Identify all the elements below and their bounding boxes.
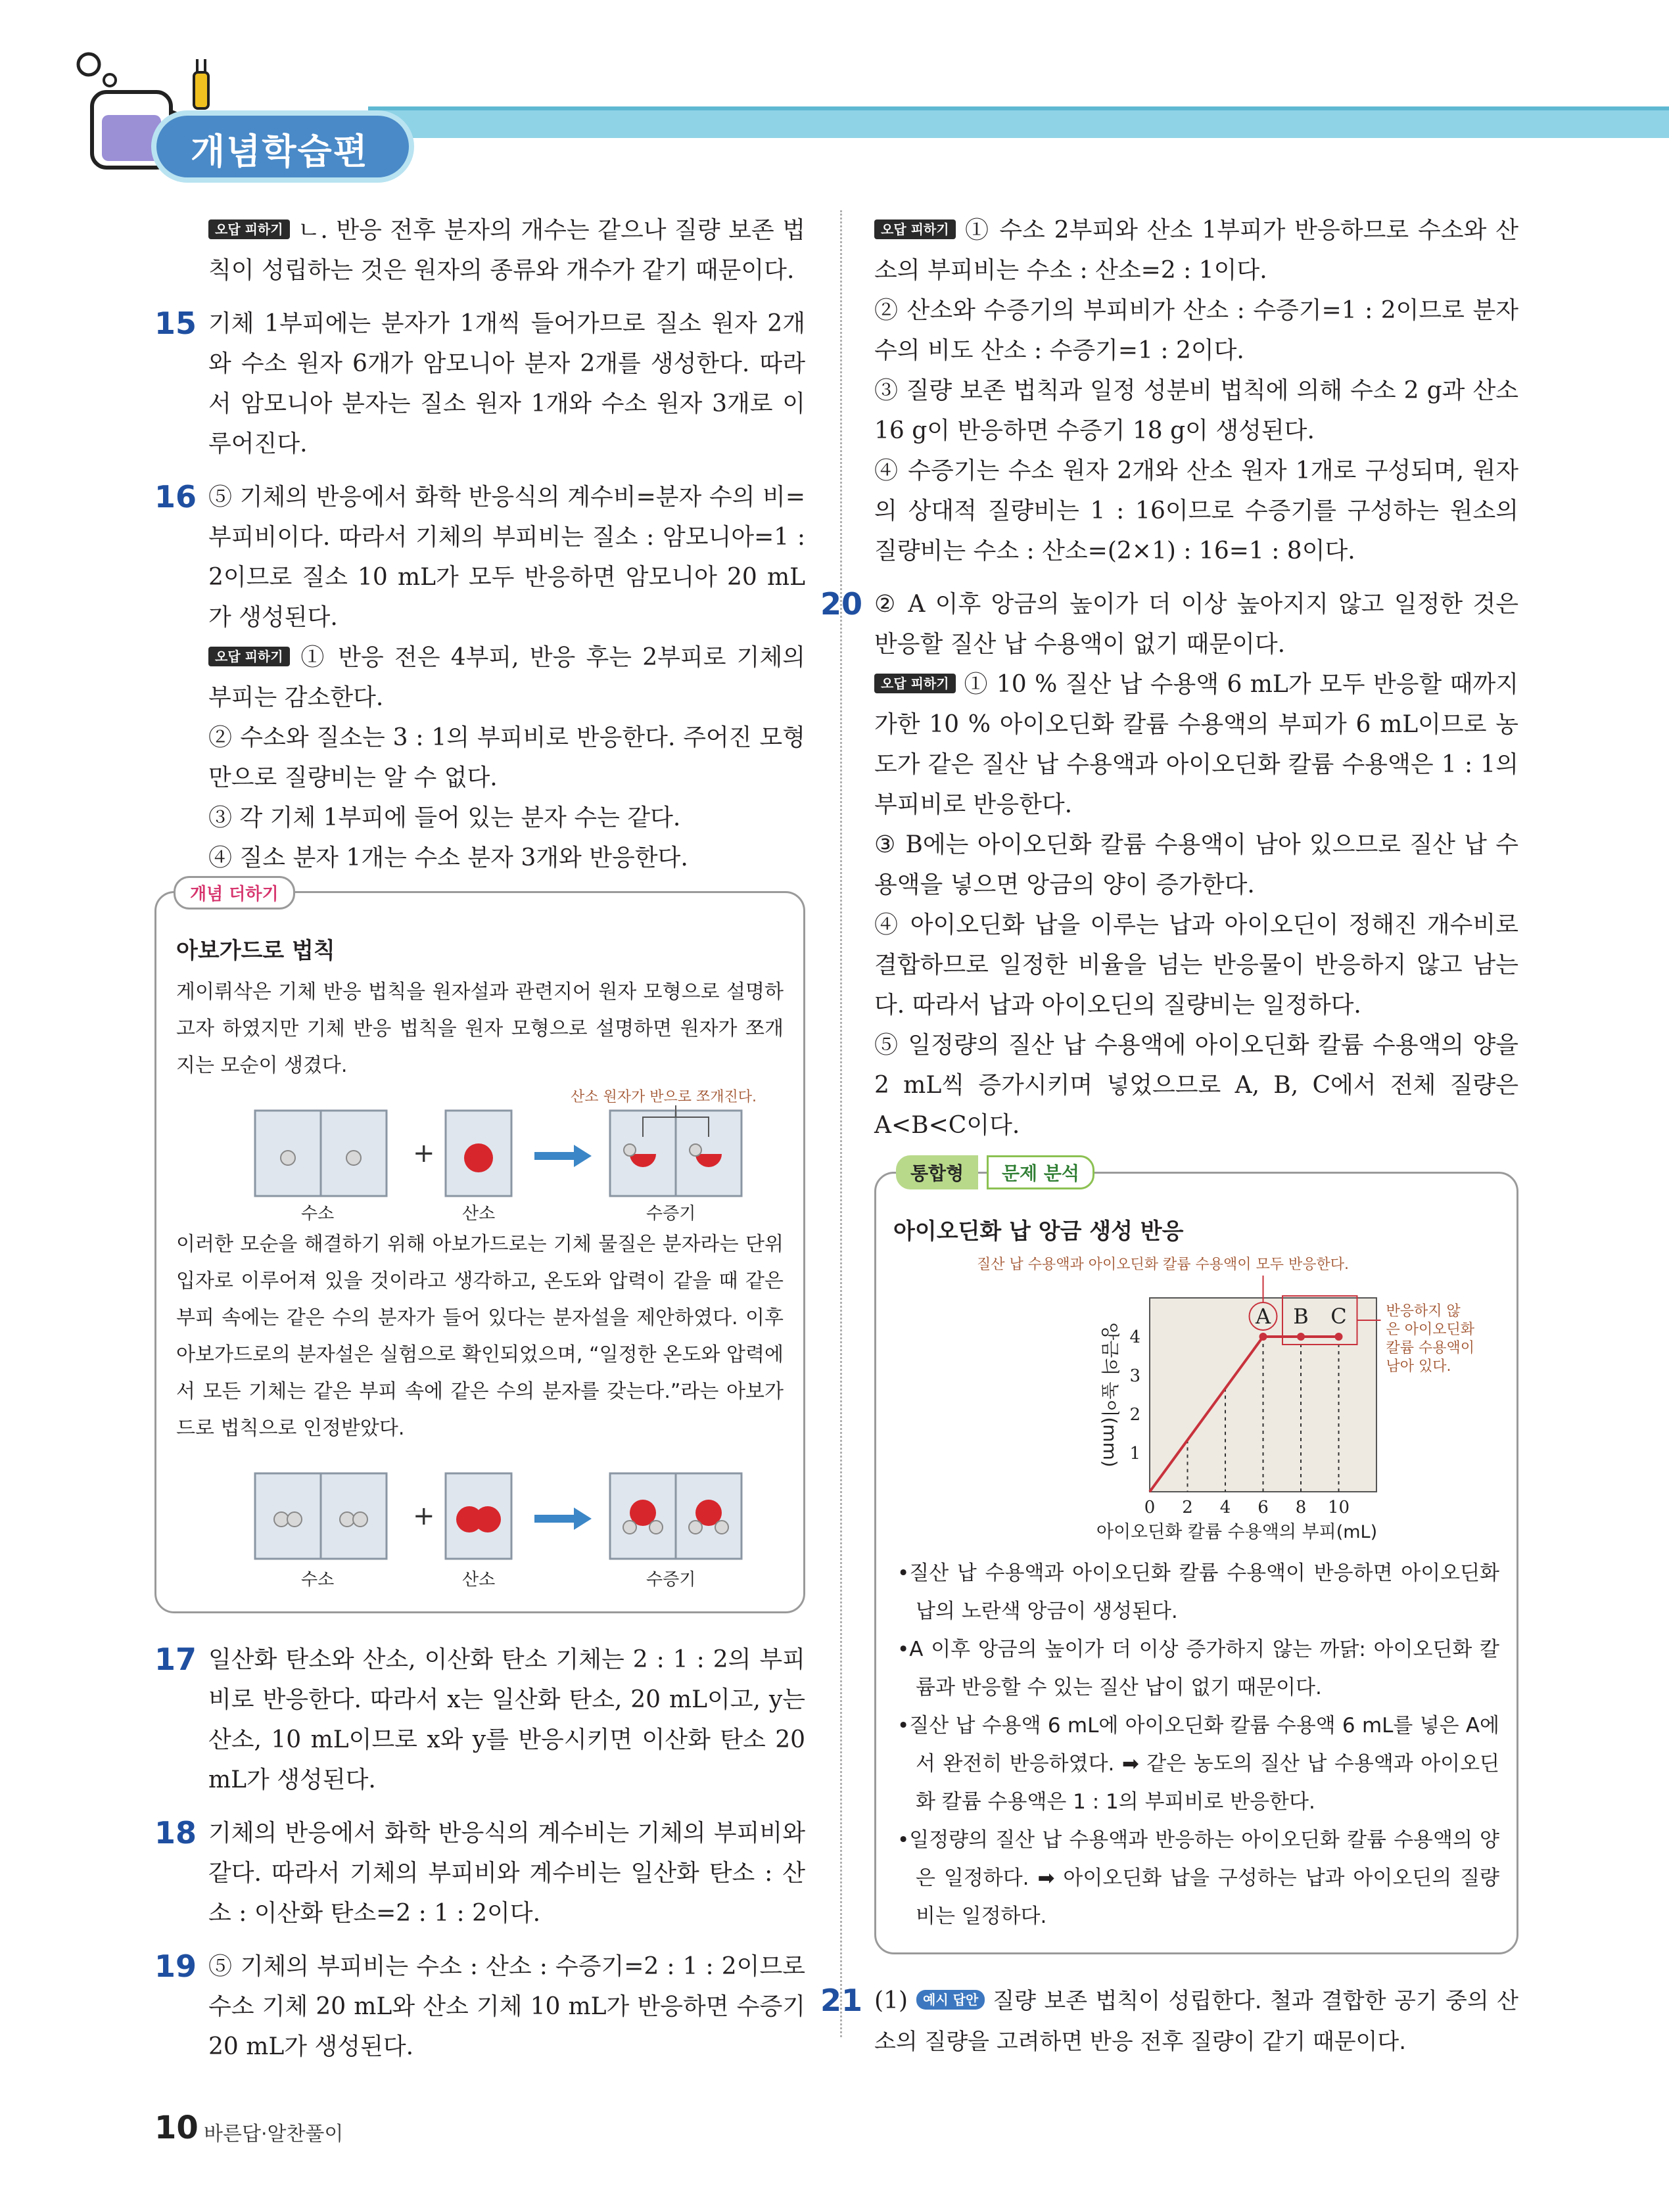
answer-point: ④ 수증기는 수소 원자 2개와 산소 원자 1개로 구성되며, 원자의 상대적 질량비는 1 : 16이므로 수증기를 구성하는 원소의 질량비는 수소 : 산소=(2×1) : 16=1 : 8이다. <box>874 457 1518 565</box>
answer-point: ① 반응 전은 4부피, 반응 후는 2부피로 기체의 부피는 감소한다. <box>208 644 805 711</box>
oxygen-volume-box <box>446 1473 511 1559</box>
answer-point: ③ B에는 아이오딘화 칼륨 수용액이 남아 있으므로 질산 납 수용액을 넣으면 앙금의 양이 증가한다. <box>874 831 1518 898</box>
answer-point: ② 수소와 질소는 3 : 1의 부피비로 반응한다. 주어진 모형만으로 질량비는 알 수 없다. <box>208 724 805 791</box>
question-number: 20 <box>820 586 863 622</box>
y-axis-label <box>1099 1322 1121 1467</box>
answer-19-continued <box>874 210 1518 571</box>
hydrogen-volume-box <box>255 1111 387 1196</box>
concept-box <box>154 885 805 1613</box>
answer-text: ⑤ 기체의 부피비는 수소 : 산소 : 수증기=2 : 1 : 2이므로 수소 기체 20 mL와 산소 기체 10 mL가 반응하면 수증기 20 mL가 생성된다. <box>208 1953 805 2060</box>
x-tick-label: 4 <box>1219 1498 1231 1517</box>
analysis-title: 아이오딘화 납 앙금 생성 반응 <box>893 1218 1184 1245</box>
problem-analysis-box <box>874 1163 1518 1954</box>
footer-label: 바른답·알찬풀이 <box>204 2123 344 2146</box>
label-hydrogen: 수소 <box>301 1204 335 1222</box>
analysis-bullet-1: •질산 납 수용액과 아이오딘화 칼륨 수용액이 반응하면 아이오딘화 납의 노란색 앙금이 생성된다. <box>897 1561 1499 1623</box>
point-label: B <box>1293 1304 1309 1329</box>
y-tick-label: 4 <box>1129 1327 1140 1347</box>
question-number: 15 <box>154 306 197 341</box>
sub-question-number: (1) <box>874 1987 908 2014</box>
x-tick-label: 2 <box>1182 1498 1193 1517</box>
label-oxygen: 산소 <box>462 1570 496 1590</box>
y-tick-label: 3 <box>1129 1366 1140 1386</box>
data-point <box>1259 1333 1267 1341</box>
x-tick-label: 8 <box>1295 1498 1307 1517</box>
left-column <box>154 210 805 2080</box>
plus-sign: + <box>413 1501 435 1531</box>
page-number: 10 <box>154 2109 199 2146</box>
header-band <box>368 106 1669 138</box>
hydrogen-volume-box <box>255 1473 387 1559</box>
water-volume-box <box>610 1105 741 1196</box>
label-oxygen: 산소 <box>462 1204 496 1222</box>
answer-text: ⑤ 기체의 반응에서 화학 반응식의 계수비=분자 수의 비=부피비이다. 따라서 기체의 부피비는 질소 : 암모니아=1 : 2이므로 질소 10 mL가 모두 반응하면 암모니아 20 mL가 생성된다. <box>208 484 805 631</box>
answer-text: 일산화 탄소와 산소, 이산화 탄소 기체는 2 : 1 : 2의 부피비로 반응한다. 따라서 x는 일산화 탄소, 20 mL이고, y는 산소, 10 mL이므로 x와 y를 반응시키면 이산화 탄소 20 mL가 생성된다. <box>208 1646 805 1793</box>
question-number: 16 <box>154 479 197 515</box>
answer-point: ④ 아이오딘화 납을 이루는 납과 아이오딘이 정해진 개수비로 결합하므로 일정한 비율을 넘는 반응물이 반응하지 않고 남는다. 따라서 납과 아이오딘의 질량비는 일정하다. <box>874 911 1518 1019</box>
answer-20 <box>820 584 1518 1145</box>
sample-answer-tag: 예시 답안 <box>916 1990 985 2010</box>
side-note-line: 은 아이오딘화 <box>1386 1322 1475 1338</box>
answer-text: 질량 보존 법칙이 성립한다. 철과 결합한 공기 중의 산소의 질량을 고려하면 반응 전후 질량이 같기 때문이다. <box>874 1988 1518 2055</box>
answer-point: ② 산소와 수증기의 부피비가 산소 : 수증기=1 : 2이므로 분자 수의 비도 산소 : 수증기=1 : 2이다. <box>874 297 1518 364</box>
label-water: 수증기 <box>646 1570 696 1590</box>
answer-15 <box>154 304 805 464</box>
concept-text-2: 이러한 모순을 해결하기 위해 아보가드로는 기체 물질은 분자라는 단위 입자로 이루어져 있을 것이라고 생각하고, 온도와 압력이 같을 때 같은 부피 속에는 같은 수의 분자가 들어 있다는 분자설을 제안하였다. 이후 아보가드로의 분자설은 실험으로 확인되었으며, “일정한 온도와 압력에서 모든 기체는 같은 부피 속에 같은 수의 분자를 갖는다.”라는 아보가드로 법칙으로 인정받았다. <box>176 1233 784 1440</box>
answer-14-continued <box>154 210 805 290</box>
error-avoid-tag: 오답 피하기 <box>208 219 290 239</box>
answer-19 <box>154 1947 805 2067</box>
answer-18 <box>154 1813 805 1933</box>
question-number: 21 <box>820 1983 863 2018</box>
x-axis-label: 아이오딘화 칼륨 수용액의 부피(mL) <box>1096 1522 1378 1542</box>
analysis-bullet-3: •질산 납 수용액 6 mL에 아이오딘화 칼륨 수용액 6 mL를 넣은 A에서 완전히 반응하였다. ➡ 같은 농도의 질산 납 수용액과 아이오딘화 칼륨 수용액은 1 : 1의 부피비로 반응한다. <box>897 1714 1499 1814</box>
gay-lussac-model-figure <box>176 1084 784 1222</box>
answer-text: ② A 이후 앙금의 높이가 더 이상 높아지지 않고 일정한 것은 반응할 질산 납 수용액이 없기 때문이다. <box>874 591 1518 658</box>
concept-tab: 개념 더하기 <box>174 876 295 910</box>
page-header <box>0 0 1669 191</box>
y-tick-label: 2 <box>1129 1405 1140 1425</box>
answer-point: ① 수소 2부피와 산소 1부피가 반응하므로 수소와 산소의 부피비는 수소 : 산소=2 : 1이다. <box>874 217 1518 284</box>
answer-point: ⑤ 일정량의 질산 납 수용액에 아이오딘화 칼륨 수용액의 양을 2 mL씩 증가시키며 넣었으므로 A, B, C에서 전체 질량은 A<B<C이다. <box>874 1032 1518 1139</box>
x-tick-label: 10 <box>1327 1498 1350 1517</box>
point-label: A <box>1255 1304 1271 1329</box>
label-hydrogen: 수소 <box>301 1570 335 1590</box>
data-point <box>1335 1333 1343 1341</box>
answer-16 <box>154 477 805 878</box>
error-avoid-tag: 오답 피하기 <box>208 647 290 666</box>
answer-text: 기체의 반응에서 화학 반응식의 계수비는 기체의 부피비와 같다. 따라서 기체의 부피비와 계수비는 일산화 탄소 : 산소 : 이산화 탄소=2 : 1 : 2이다. <box>208 1820 805 1927</box>
reaction-arrow-icon <box>534 1508 592 1530</box>
answer-21 <box>820 1981 1518 2062</box>
concept-title: 아보가드로 법칙 <box>176 938 335 964</box>
question-number: 18 <box>154 1815 197 1851</box>
answer-point: ① 10 % 질산 납 수용액 6 mL가 모두 반응할 때까지 가한 10 % 아이오딘화 칼륨 수용액의 부피가 6 mL이므로 농도가 같은 질산 납 수용액과 아이오딘화 칼륨 수용액은 1 : 1의 부피비로 반응한다. <box>874 671 1518 818</box>
avogadro-model-figure <box>176 1454 784 1592</box>
concept-text-1: 게이뤼삭은 기체 반응 법칙을 원자설과 관련지어 원자 모형으로 설명하고자 하였지만 기체 반응 법칙을 원자 모형으로 설명하면 원자가 쪼개지는 모순이 생겼다. <box>176 980 784 1077</box>
question-number: 17 <box>154 1642 197 1677</box>
oxygen-volume-box <box>446 1111 511 1196</box>
error-avoid-tag: 오답 피하기 <box>874 219 956 239</box>
y-tick-label: 1 <box>1129 1444 1140 1463</box>
point-label: C <box>1330 1304 1347 1329</box>
precipitate-height-chart <box>893 1245 1498 1554</box>
section-title: 개념학습편 <box>191 131 369 172</box>
answer-point: ③ 각 기체 1부피에 들어 있는 분자 수는 같다. <box>208 804 681 831</box>
analysis-bullet-2: •A 이후 앙금의 높이가 더 이상 증가하지 않는 까닭: 아이오딘화 칼륨과 반응할 수 있는 질산 납이 없기 때문이다. <box>897 1638 1499 1699</box>
right-column <box>820 210 1518 2075</box>
chart-side-note <box>1386 1303 1475 1375</box>
answer-text: ㄴ. 반응 전후 분자의 개수는 같으나 질량 보존 법칙이 성립하는 것은 원자의 종류와 개수가 같기 때문이다. <box>208 217 805 284</box>
x-tick-label: 0 <box>1144 1498 1156 1517</box>
x-tick-label: 6 <box>1258 1498 1269 1517</box>
chart-top-note: 질산 납 수용액과 아이오딘화 칼륨 수용액이 모두 반응한다. <box>977 1256 1349 1273</box>
answer-point: ④ 질소 분자 1개는 수소 분자 3개와 반응한다. <box>208 844 688 871</box>
side-note-line: 반응하지 않 <box>1386 1303 1461 1320</box>
data-point <box>1297 1333 1305 1341</box>
analysis-tab-title: 문제 분석 <box>987 1155 1094 1189</box>
side-note-line: 남아 있다. <box>1386 1358 1451 1375</box>
y-axis-label-text: 앙금의 높이(mm) <box>1099 1322 1121 1467</box>
answer-17 <box>154 1640 805 1800</box>
analysis-bullet-4: •일정량의 질산 납 수용액과 반응하는 아이오딘화 칼륨 수용액의 양은 일정하다. ➡ 아이오딘화 납을 구성하는 납과 아이오딘의 질량비는 일정하다. <box>897 1828 1499 1928</box>
side-note-line: 칼륨 수용액이 <box>1386 1340 1475 1356</box>
answer-text: 기체 1부피에는 분자가 1개씩 들어가므로 질소 원자 2개와 수소 원자 6개가 암모니아 분자 2개를 생성한다. 따라서 암모니아 분자는 질소 원자 1개와 수소 원자 3개로 이루어진다. <box>208 310 805 457</box>
question-number: 19 <box>154 1948 197 1984</box>
analysis-tab-type: 통합형 <box>896 1155 978 1189</box>
error-avoid-tag: 오답 피하기 <box>874 674 956 693</box>
answer-point: ③ 질량 보존 법칙과 일정 성분비 법칙에 의해 수소 2 g과 산소 16 g이 반응하면 수증기 18 g이 생성된다. <box>874 377 1518 444</box>
label-water: 수증기 <box>646 1204 696 1222</box>
water-volume-box <box>610 1473 741 1559</box>
plus-sign: + <box>413 1138 435 1168</box>
split-annotation: 산소 원자가 반으로 쪼개진다. <box>571 1089 757 1105</box>
reaction-arrow-icon <box>534 1145 592 1167</box>
